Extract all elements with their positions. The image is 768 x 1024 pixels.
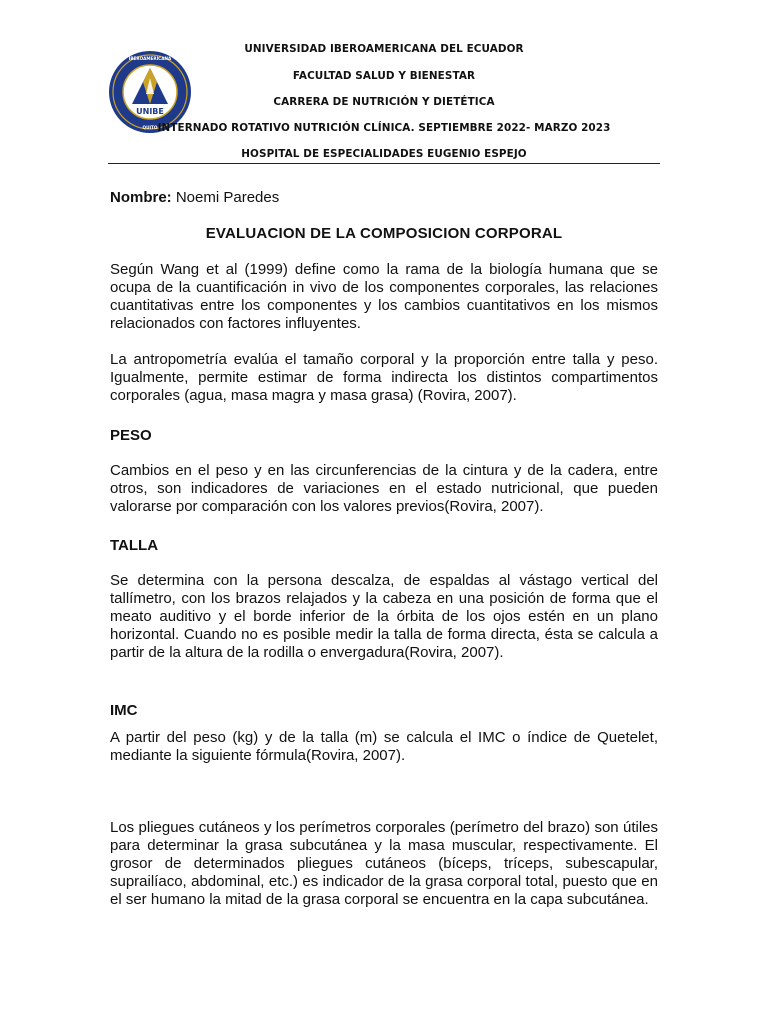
imc-paragraph: A partir del peso (kg) y de la talla (m) se calcula el IMC o índice de Quetelet, mediante la siguiente fórmula(Rovira, 2007).: [110, 729, 658, 764]
university-name: UNIVERSIDAD IBEROAMERICANA DEL ECUADOR: [244, 43, 524, 55]
header-divider: [108, 163, 660, 164]
intro-paragraph-2: La antropometría evalúa el tamaño corporal y la proporción entre talla y peso. Igualmente, permite estimar de forma indirecta los distintos compartimentos corporales (agua, masa magra y masa grasa) (Rovira, 2007).: [110, 351, 658, 404]
section-heading-talla: TALLA: [110, 537, 159, 554]
student-name-line: [110, 189, 658, 207]
talla-paragraph: Se determina con la persona descalza, de espaldas al vástago vertical del tallímetro, con los brazos relajados y la cabeza en una posición de forma que el meato auditivo y el borde inferior de la órbita de los ojos estén en un plano horizontal. Cuando no es posible medir la talla de forma directa, ésta se calcula a partir de la altura de la rodilla o envergadura(Rovira, 2007).: [110, 572, 658, 661]
section-heading-imc: IMC: [110, 702, 138, 719]
hospital-name: HOSPITAL DE ESPECIALIDADES EUGENIO ESPEJO: [241, 148, 527, 160]
document-title: EVALUACION DE LA COMPOSICION CORPORAL: [205, 225, 563, 242]
document-body: [110, 189, 658, 909]
svg-text:QUITO: QUITO: [142, 125, 158, 130]
name-value: Noemi Paredes: [171, 189, 280, 206]
name-label: Nombre:: [110, 189, 172, 206]
career-name: CARRERA DE NUTRICIÓN Y DIETÉTICA: [273, 96, 495, 108]
section-heading-peso: PESO: [110, 427, 152, 444]
peso-paragraph: Cambios en el peso y en las circunferencias de la cintura y de la cadera, entre otros, son indicadores de variaciones en el estado nutricional, que pueden valorarse por comparación con los valores previos(Rovira, 2007).: [110, 462, 658, 515]
svg-text:IBEROAMERICANA: IBEROAMERICANA: [128, 56, 172, 61]
letterhead: [108, 36, 660, 164]
svg-text:UNIBE: UNIBE: [136, 107, 164, 116]
internship-title: INTERNADO ROTATIVO NUTRICIÓN CLÍNICA. SEPTIEMBRE 2022- MARZO 2023: [157, 122, 611, 134]
pliegues-paragraph: Los pliegues cutáneos y los perímetros corporales (perímetro del brazo) son útiles para determinar la grasa subcutánea y la masa muscular, respectivamente. El grosor de determinados pliegues cutáneos (bíceps, tríceps, subescapular, suprailíaco, abdominal, etc.) es indicador de la grasa corporal total, puesto que en el ser humano la mitad de la grasa corporal se encuentra en la capa subcutánea.: [110, 819, 658, 908]
intro-paragraph-1: Según Wang et al (1999) define como la rama de la biología humana que se ocupa de la cuantificación in vivo de los componentes corporales, las relaciones cuantitativas entre los componentes y los cambios cuantitativos en los mismos relacionados con factores influyentes.: [110, 261, 658, 332]
faculty-name: FACULTAD SALUD Y BIENESTAR: [292, 70, 476, 82]
